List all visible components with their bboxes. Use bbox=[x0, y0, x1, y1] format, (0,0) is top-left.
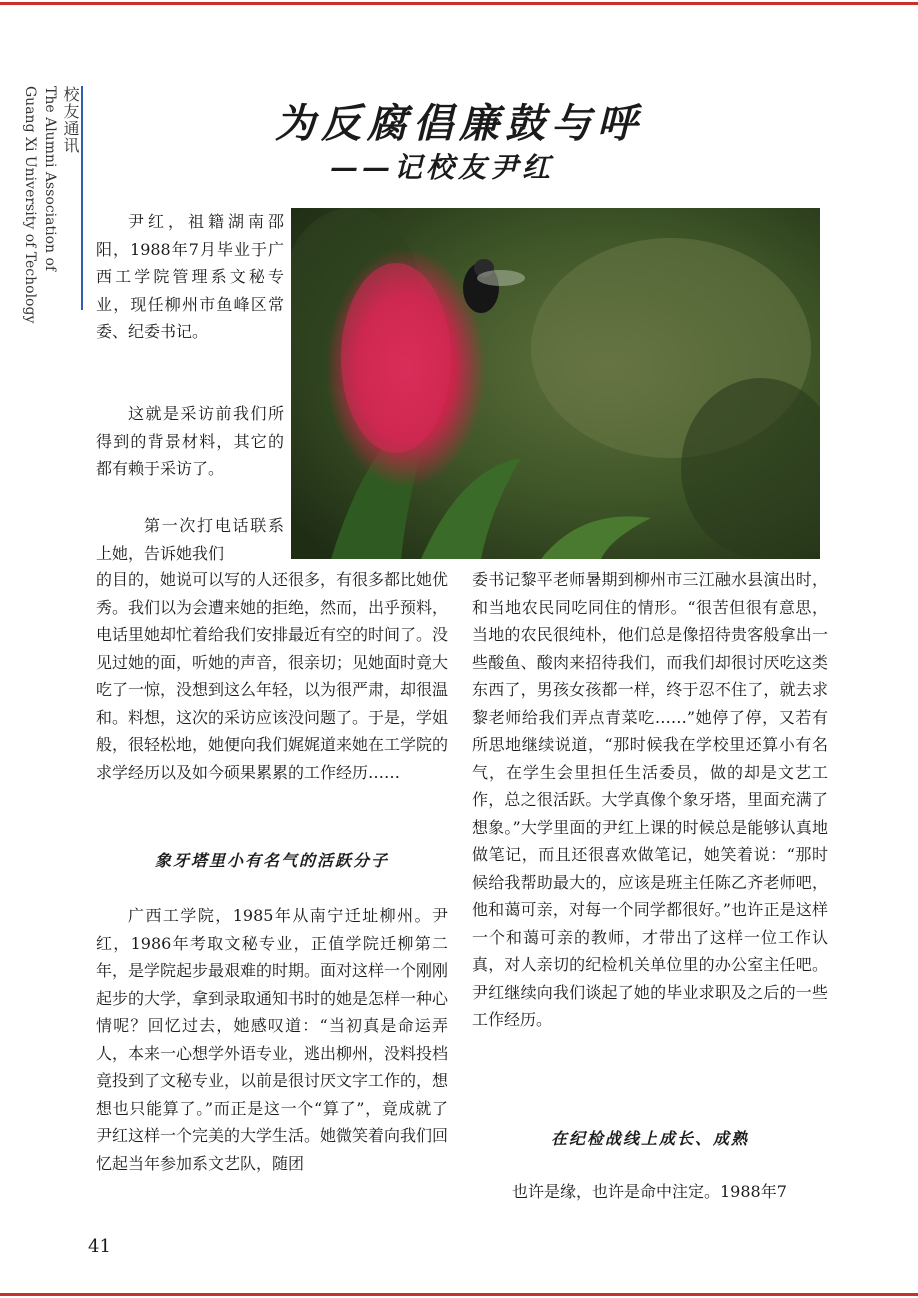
section-heading-1: 象牙塔里小有名气的活跃分子 bbox=[154, 851, 389, 870]
right-column-text-1: 委书记黎平老师暑期到柳州市三江融水县演出时，和当地农民同吃同住的情形。“很苦但很有意思，当地的农民很纯朴，他们总是像招待贵客般拿出一些酸鱼、酸肉来招待我们，而我们却很讨厌吃这类东西了，男孩女孩都一样，终于忍不住了，就去求黎老师给我们弄点青菜吃……”她停了停，又若有所思地继续说道，“那时候我在学校里还算小有名气，在学生会里担任生活委员，做的却是文艺工作，总之很活跃。大学真像个象牙塔，里面充满了想象。”大学里面的尹红上课的时候总是能够认真地做笔记，而且还很喜欢做笔记，她笑着说：“那时候给我帮助最大的，应该是班主任陈乙齐老师吧，他和蔼可亲，对每一个同学都很好。”也许正是这样一个和蔼可亲的教师，才带出了这样一位工作认真，对人亲切的纪检机关单位里的办公室主任吧。尹红继续向我们谈起了她的毕业求职及之后的一些工作经历。 bbox=[472, 570, 828, 1029]
sidebar-english-2: Guang Xi University of Techology bbox=[22, 86, 38, 324]
top-red-rule bbox=[0, 2, 918, 5]
left-column-text-1: 的目的，她说可以写的人还很多，有很多都比她优秀。我们以为会遭来她的拒绝，然而，出乎预料，电话里她却忙着给我们安排最近有空的时间了。没见过她的面，听她的声音，很亲切；见她面时竟大吃了一惊，没想到这么年轻，以为很严肃，却很温和。料想，这次的采访应该没问题了。于是，学姐般，很轻松地，她便向我们娓娓道来她在工学院的求学经历以及如今硕果累累的工作经历…… bbox=[96, 570, 449, 782]
sidebar-chinese: 校友通讯 bbox=[61, 86, 80, 154]
article-title: 为反腐倡廉鼓与呼 bbox=[275, 100, 643, 147]
section-heading-2: 在纪检战线上成长、成熟 bbox=[550, 1129, 749, 1148]
sidebar-english-1: The Alumni Association of bbox=[42, 86, 58, 272]
right-column-text-2: 也许是缘，也许是命中注定。1988年7 bbox=[512, 1182, 787, 1201]
left-column-text-2: 广西工学院，1985年从南宁迁址柳州。尹红，1986年考取文秘专业，正值学院迁柳第二年，是学院起步最艰难的时期。面对这样一个刚刚起步的大学，拿到录取通知书时的她是怎样一种心情呢？回忆过去，她感叹道：“当初真是命运弄人，本来一心想学外语专业，逃出柳州，没料投档竟投到了文秘专业，以前是很讨厌文字工作的，想想也只能算了。”而正是这一个“算了”，竟成就了尹红这样一个完美的大学生活。她微笑着向我们回忆起当年参加系文艺队，随团 bbox=[96, 906, 449, 1173]
page-number: 41 bbox=[88, 1236, 111, 1257]
bio-paragraph: 尹红，祖籍湖南邵阳，1988年7月毕业于广西工学院管理系文秘专业，现任柳州市鱼峰区常委、纪委书记。 bbox=[96, 212, 284, 341]
intro-paragraph-1: 这就是采访前我们所得到的背景材料，其它的都有赖于采访了。 bbox=[96, 404, 284, 478]
bee-on-red-flower-photo bbox=[291, 208, 820, 559]
article-subtitle: ——记校友尹红 bbox=[330, 151, 555, 184]
bottom-red-rule bbox=[0, 1293, 918, 1296]
intro-paragraph-2: 第一次打电话联系上她，告诉她我们 bbox=[96, 516, 284, 563]
photo-svg bbox=[291, 208, 820, 559]
